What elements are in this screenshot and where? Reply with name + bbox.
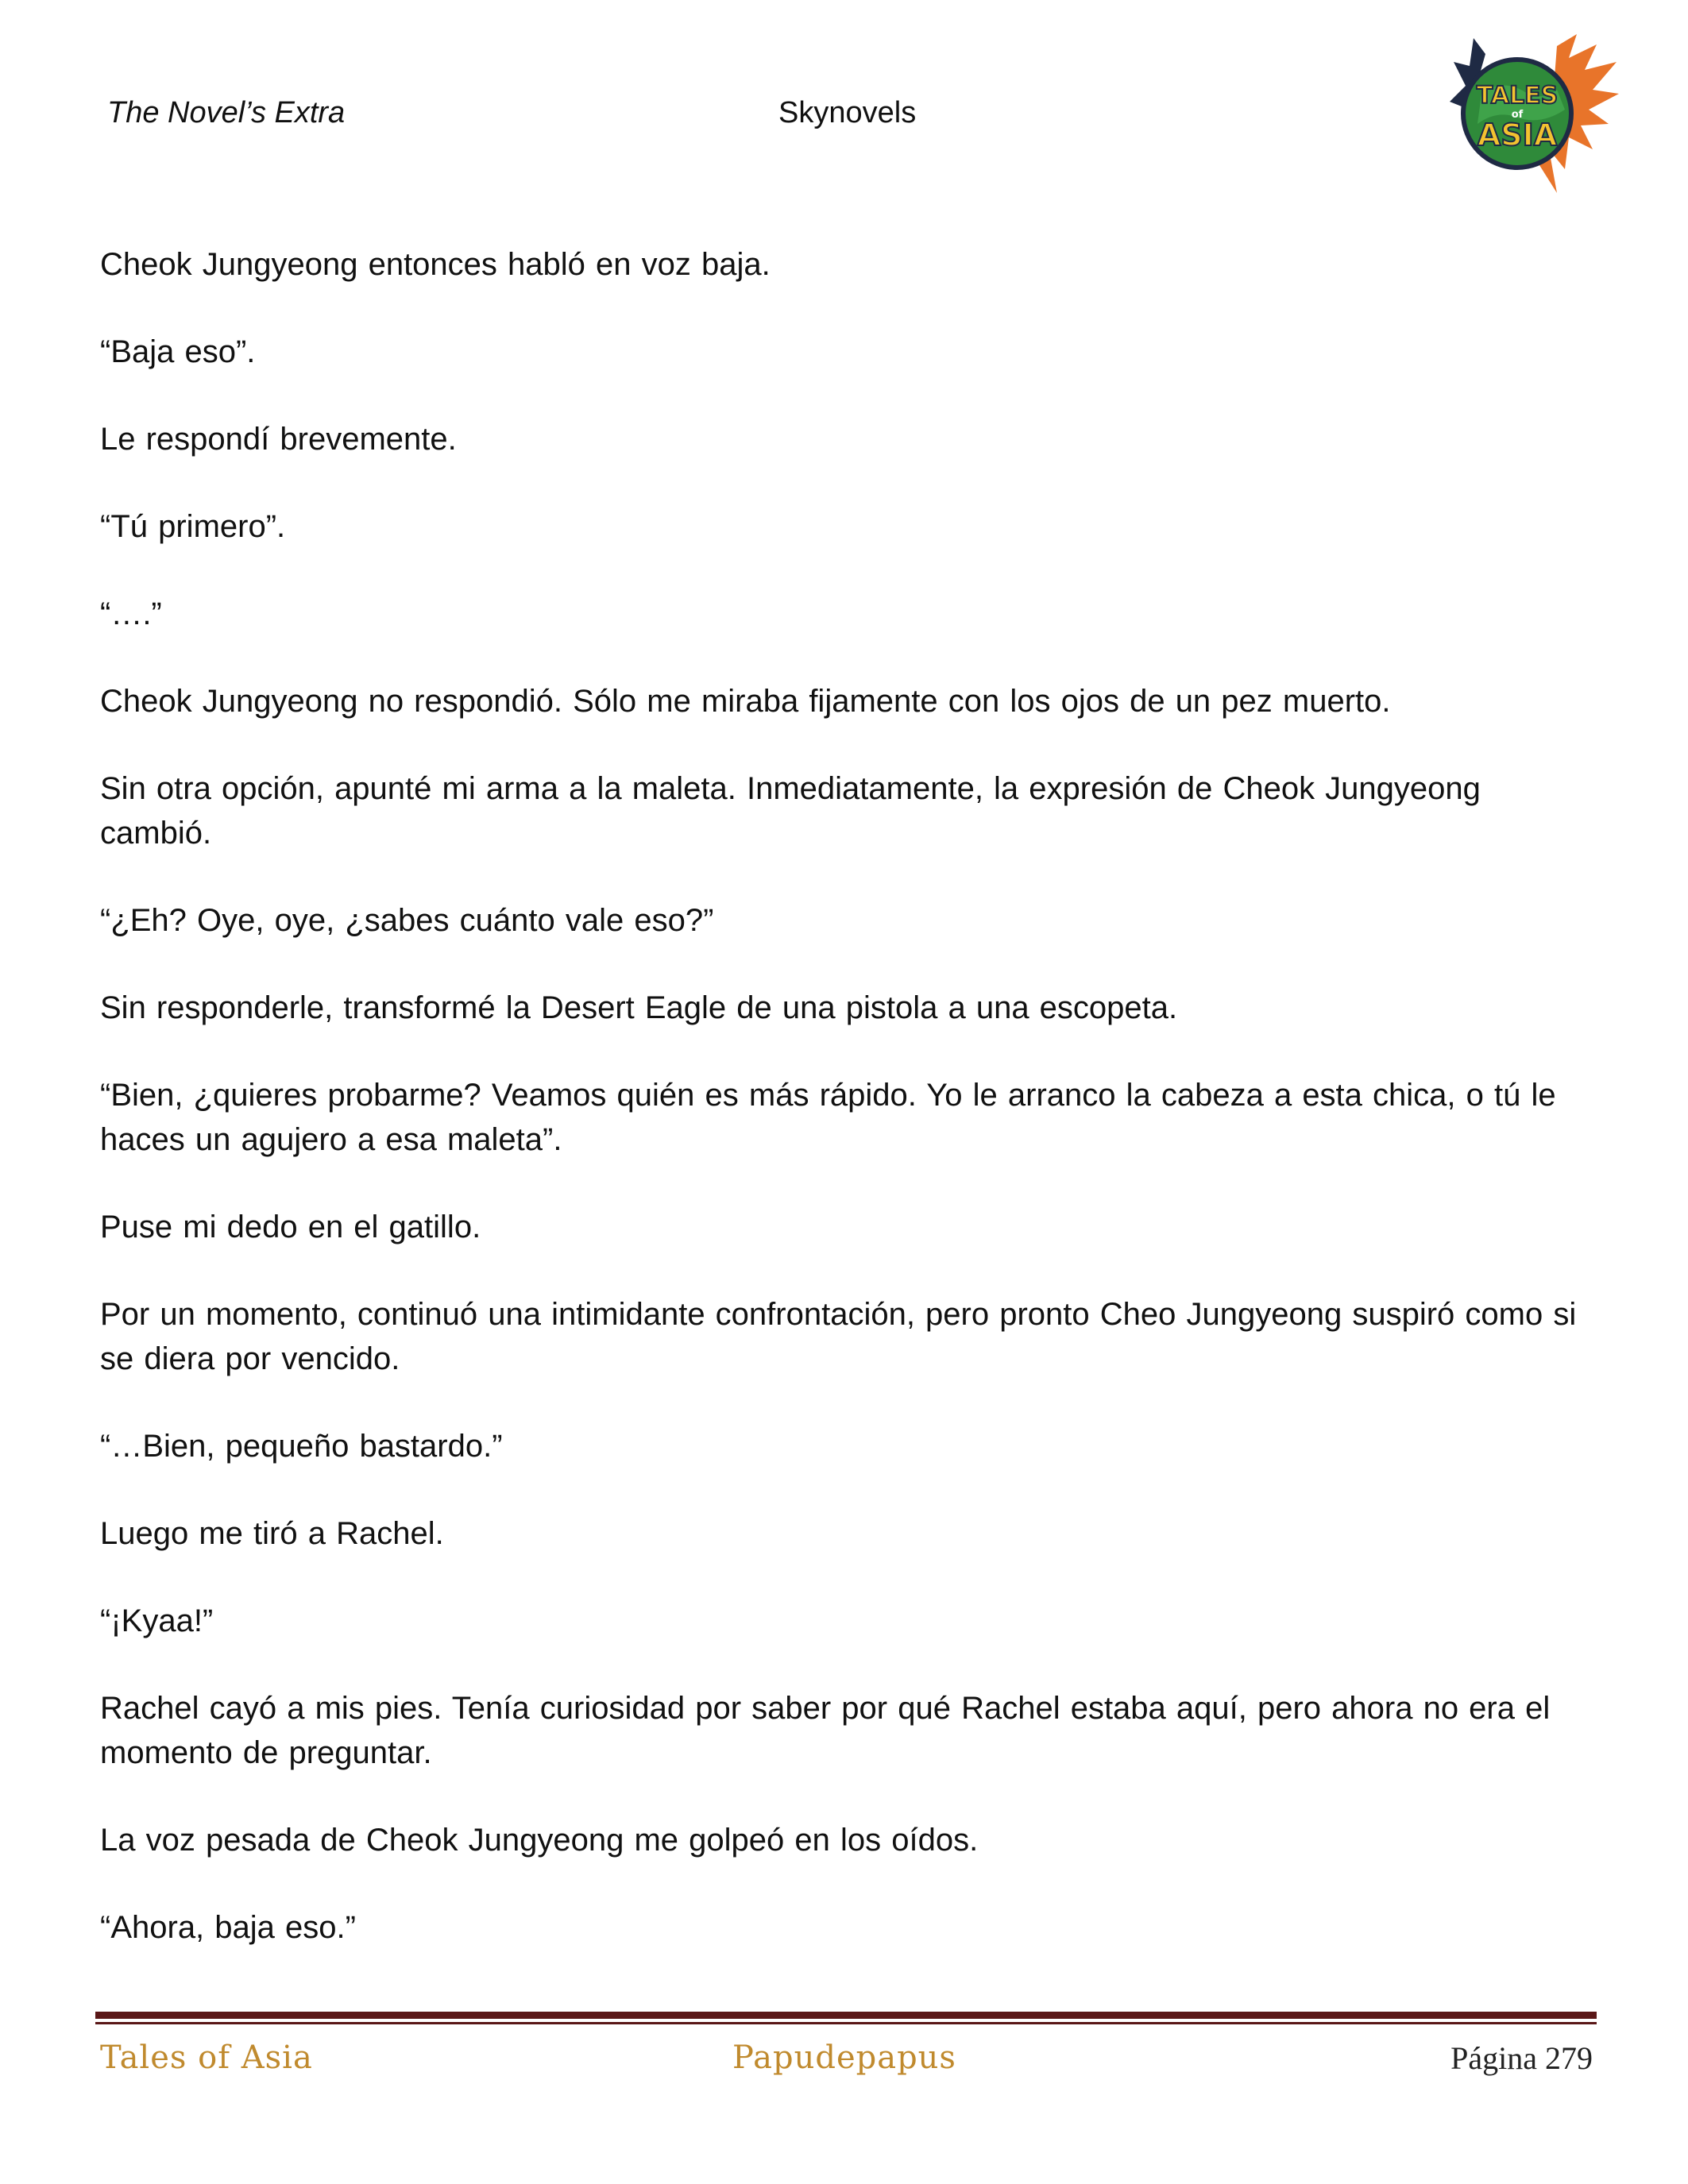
paragraph: Sin otra opción, apunté mi arma a la maleta. Inmediatamente, la expresión de Cheok Jungyeong cambió.	[100, 771, 1481, 851]
paragraph: Por un momento, continuó una intimidante confrontación, pero pronto Cheo Jungyeong suspiró como si se diera por vencido.	[100, 1297, 1577, 1376]
paragraph: Luego me tiró a Rachel.	[100, 1516, 444, 1551]
tales-of-asia-logo	[1438, 30, 1622, 199]
logo-word-top: TALES	[1476, 82, 1559, 110]
paragraph: Puse mi dedo en el gatillo.	[100, 1210, 481, 1244]
paragraph: “¿Eh? Oye, oye, ¿sabes cuánto vale eso?”	[100, 903, 714, 938]
footer-divider-thin	[95, 2022, 1597, 2024]
logo-word-mid: of	[1511, 109, 1524, 121]
footer-divider	[95, 2012, 1597, 2019]
header-novel-title: The Novel’s Extra	[107, 96, 346, 129]
header-site-name: Skynovels	[778, 96, 917, 129]
chapter-body	[100, 242, 1593, 1993]
paragraph: Rachel cayó a mis pies. Tenía curiosidad por saber por qué Rachel estaba aquí, pero ahora no era el momento de preguntar.	[100, 1691, 1551, 1770]
paragraph: Cheok Jungyeong no respondió. Sólo me miraba fijamente con los ojos de un pez muerto.	[100, 684, 1391, 719]
paragraph: “….”	[100, 596, 162, 631]
footer-publisher: Tales of Asia	[100, 2039, 313, 2076]
paragraph: Sin responderle, transformé la Desert Eagle de una pistola a una escopeta.	[100, 990, 1178, 1025]
paragraph: “Tú primero”.	[100, 509, 286, 544]
paragraph: Le respondí brevemente.	[100, 422, 457, 457]
paragraph: Cheok Jungyeong entonces habló en voz baja.	[100, 247, 771, 282]
paragraph: La voz pesada de Cheok Jungyeong me golpeó en los oídos.	[100, 1823, 979, 1858]
paragraph: “Baja eso”.	[100, 334, 256, 369]
paragraph: “Ahora, baja eso.”	[100, 1910, 356, 1945]
paragraph: “¡Kyaa!”	[100, 1603, 214, 1638]
paragraph: “Bien, ¿quieres probarme? Veamos quién es más rápido. Yo le arranco la cabeza a esta chica, o tú le haces un agujero a esa maleta”.	[100, 1078, 1556, 1157]
paragraph: “…Bien, pequeño bastardo.”	[100, 1429, 503, 1464]
footer-page-number: Página 279	[1450, 2040, 1593, 2076]
footer-translator: Papudepapus	[732, 2039, 956, 2076]
logo-word-bottom: ASIA	[1477, 118, 1558, 152]
